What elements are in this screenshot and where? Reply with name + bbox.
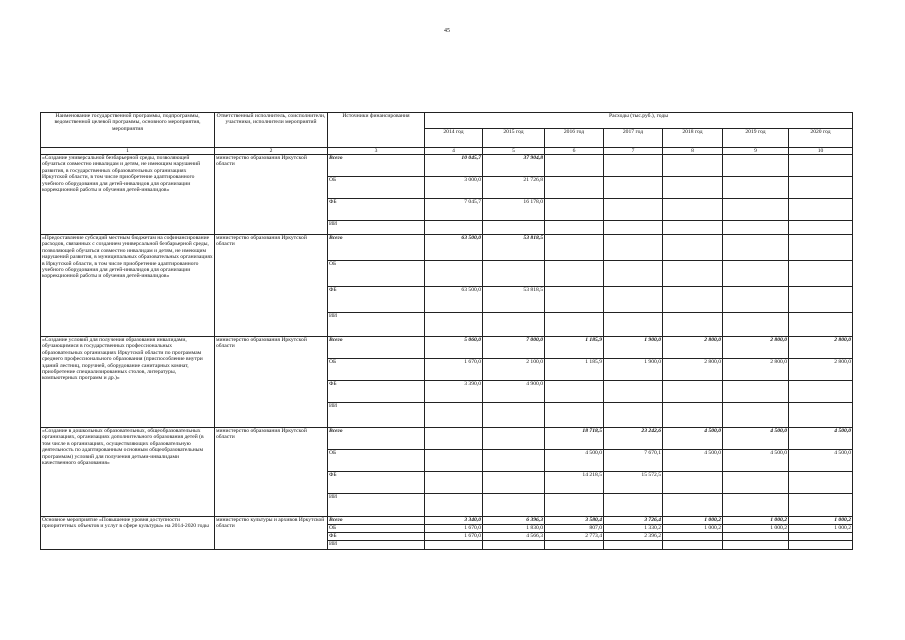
expense-value — [545, 403, 604, 428]
funding-source: ИИ — [328, 541, 425, 550]
expense-value — [545, 261, 604, 287]
header-year: 2019 год — [723, 129, 789, 148]
column-number: 6 — [545, 148, 604, 155]
expense-value: 2 800,0 — [723, 337, 789, 359]
funding-source: ИИ — [328, 494, 425, 517]
expense-value — [723, 261, 789, 287]
expense-value: 10 045,7 — [425, 155, 483, 177]
expense-value: 1 000,2 — [663, 525, 723, 533]
expense-value — [483, 450, 545, 472]
expense-value: 6 396,3 — [483, 517, 545, 525]
expense-value: 1 670,0 — [425, 525, 483, 533]
expense-value: 63 500,0 — [425, 287, 483, 313]
measure-executor: министерство образования Иркутской области — [215, 428, 328, 517]
expense-value — [789, 494, 853, 517]
expense-value — [604, 541, 663, 550]
expense-value: 2 800,0 — [663, 337, 723, 359]
funding-source: ОБ — [328, 359, 425, 381]
expense-value: 2 800,0 — [789, 359, 853, 381]
expense-value — [604, 313, 663, 337]
expense-value: 4 500,0 — [663, 428, 723, 450]
expense-value — [723, 533, 789, 541]
expense-value — [483, 541, 545, 550]
column-number: 7 — [604, 148, 663, 155]
header-year: 2015 год — [483, 129, 545, 148]
expense-value: 4 500,0 — [545, 450, 604, 472]
measure-executor: министерство образования Иркутской области — [215, 155, 328, 235]
expense-value: 3 726,4 — [604, 517, 663, 525]
expense-value — [789, 403, 853, 428]
expense-value: 14 218,5 — [545, 472, 604, 494]
table-row — [41, 428, 853, 450]
expense-value — [604, 221, 663, 235]
column-number: 9 — [723, 148, 789, 155]
expense-value — [483, 313, 545, 337]
expense-value: 53 818,5 — [483, 235, 545, 261]
expense-value: 7 000,0 — [483, 337, 545, 359]
expense-value — [604, 261, 663, 287]
expense-value — [789, 261, 853, 287]
expense-value: 1 000,2 — [723, 525, 789, 533]
expense-value — [425, 403, 483, 428]
expense-value: 4 500,0 — [723, 428, 789, 450]
header-source: Источники финансирования — [328, 113, 425, 148]
expense-value — [723, 381, 789, 403]
expense-value: 15 572,5 — [604, 472, 663, 494]
table-row — [41, 517, 853, 525]
funding-source: ФБ — [328, 472, 425, 494]
expense-value — [545, 235, 604, 261]
expense-value — [723, 313, 789, 337]
measure-executor: министерство образования Иркутской области — [215, 337, 328, 428]
expense-value — [663, 541, 723, 550]
expense-value — [483, 428, 545, 450]
funding-source: ФБ — [328, 381, 425, 403]
expense-value — [545, 541, 604, 550]
measure-name: «Создание универсальной безбарьерной среды, позволяющей обучаться совместно инвалидам и детям, не имеющим нарушений развития, в государственных образовательных организациях Иркутской области, в том числе приобретение адаптированного учебного оборудования для детей-инвалидов для организации коррекционной работы и обучения детей-инвалидов» — [41, 155, 215, 235]
column-number: 10 — [789, 148, 853, 155]
expense-value — [789, 541, 853, 550]
funding-source: ИИ — [328, 403, 425, 428]
expense-value: 1 000,2 — [789, 525, 853, 533]
header-year: 2014 год — [425, 129, 483, 148]
expense-value — [663, 155, 723, 177]
expense-value: 7 670,1 — [604, 450, 663, 472]
header-name: Наименование государственной программы, подпрограммы, ведомственной целевой программы, основного мероприятия, мероприятия — [41, 113, 215, 148]
expense-value — [425, 472, 483, 494]
funding-source: ФБ — [328, 199, 425, 221]
expense-value — [789, 235, 853, 261]
expense-value — [604, 235, 663, 261]
expense-value — [545, 381, 604, 403]
expense-value — [483, 261, 545, 287]
expense-value — [723, 403, 789, 428]
expense-value: 3 340,0 — [425, 517, 483, 525]
expense-value: 1 330,2 — [604, 525, 663, 533]
expense-value: 1 000,2 — [723, 517, 789, 525]
expense-value: 7 045,7 — [425, 199, 483, 221]
expense-value — [789, 313, 853, 337]
expense-value — [604, 155, 663, 177]
funding-source: ФБ — [328, 287, 425, 313]
expense-value — [425, 221, 483, 235]
expense-value — [663, 199, 723, 221]
expense-value — [663, 221, 723, 235]
funding-source: ФБ — [328, 533, 425, 541]
expense-value — [663, 287, 723, 313]
expense-value — [789, 177, 853, 199]
expense-value — [425, 313, 483, 337]
column-number: 2 — [215, 148, 328, 155]
expense-value — [663, 313, 723, 337]
expense-value — [789, 287, 853, 313]
expense-value — [545, 177, 604, 199]
header-year: 2020 год — [789, 129, 853, 148]
expense-value — [425, 494, 483, 517]
expense-value: 5 060,0 — [425, 337, 483, 359]
expense-value: 4 500,0 — [789, 450, 853, 472]
expense-value: 1 830,0 — [483, 525, 545, 533]
expense-value — [723, 235, 789, 261]
expense-value — [604, 381, 663, 403]
expense-value — [789, 155, 853, 177]
expense-value: 4 500,0 — [723, 450, 789, 472]
expense-value — [425, 261, 483, 287]
expense-value — [545, 494, 604, 517]
expense-value: 4 900,0 — [483, 381, 545, 403]
expense-value — [723, 199, 789, 221]
financing-table — [40, 112, 853, 550]
expense-value: 1 185,9 — [545, 359, 604, 381]
measure-name: «Создание в дошкольных образовательных, общеобразовательных организациях, организациях дополнительного образования детей (в том числе в организациях, осуществляющих образовательную деятельность по адаптированным основным общеобразовательным программам) условий для получения детьми-инвалидами качественного образования» — [41, 428, 215, 517]
expense-value — [545, 287, 604, 313]
funding-source: Всего — [328, 235, 425, 261]
expense-value — [663, 381, 723, 403]
expense-value — [789, 381, 853, 403]
expense-value: 37 904,8 — [483, 155, 545, 177]
expense-value — [723, 177, 789, 199]
expense-value — [483, 472, 545, 494]
funding-source: Всего — [328, 428, 425, 450]
expense-value — [483, 494, 545, 517]
funding-source: ОБ — [328, 450, 425, 472]
expense-value: 63 500,0 — [425, 235, 483, 261]
expense-value: 21 726,8 — [483, 177, 545, 199]
expense-value: 1 670,0 — [425, 533, 483, 541]
expense-value — [545, 199, 604, 221]
expense-value — [425, 428, 483, 450]
header-year: 2016 год — [545, 129, 604, 148]
expense-value: 1 000,2 — [663, 517, 723, 525]
expense-value: 2 100,0 — [483, 359, 545, 381]
expense-value — [425, 541, 483, 550]
column-number: 5 — [483, 148, 545, 155]
expense-value: 1 900,0 — [604, 337, 663, 359]
funding-source: ИИ — [328, 313, 425, 337]
table-row — [41, 155, 853, 177]
expense-value: 2 396,2 — [604, 533, 663, 541]
expense-value — [425, 450, 483, 472]
measure-executor: министерство образования Иркутской области — [215, 235, 328, 337]
expense-value — [663, 177, 723, 199]
column-number: 4 — [425, 148, 483, 155]
expense-value — [483, 221, 545, 235]
expense-value: 16 178,0 — [483, 199, 545, 221]
expense-value — [723, 221, 789, 235]
expense-value — [545, 313, 604, 337]
expense-value — [663, 235, 723, 261]
header-year: 2018 год — [663, 129, 723, 148]
header-expenses: Расходы (тыс.руб.), годы — [425, 113, 853, 129]
expense-value — [789, 472, 853, 494]
expense-value: 4 500,0 — [789, 428, 853, 450]
expense-value — [789, 533, 853, 541]
expense-value — [723, 494, 789, 517]
funding-source: ОБ — [328, 525, 425, 533]
expense-value: 1 670,0 — [425, 359, 483, 381]
expense-value: 53 818,5 — [483, 287, 545, 313]
expense-value: 2 800,0 — [723, 359, 789, 381]
measure-name: «Предоставление субсидий местным бюджетам на софинансирование расходов, связанных с созданием универсальной безбарьерной среды, позволяющей обучаться совместно инвалидам и детям, не имеющим нарушений развития, в муниципальных образовательных организациях в Иркутской области, в том числе приобретение адаптированного учебного оборудования для детей-инвалидов для организации коррекционной работы и обучения детей-инвалидов» — [41, 235, 215, 337]
expense-value — [723, 472, 789, 494]
funding-source: Всего — [328, 517, 425, 525]
expense-value: 18 718,5 — [545, 428, 604, 450]
expense-value — [663, 472, 723, 494]
expense-value — [545, 221, 604, 235]
header-year: 2017 год — [604, 129, 663, 148]
funding-source: Всего — [328, 155, 425, 177]
expense-value: 1 185,9 — [545, 337, 604, 359]
expense-value — [483, 403, 545, 428]
measure-executor: министерство культуры и архивов Иркутской области — [215, 517, 328, 550]
expense-value — [723, 541, 789, 550]
measure-name: «Создание условий для получения образования инвалидами, обучающимися в государственных профессиональных образовательных организациях Иркутской области по программам среднего профессионального образования (приспособление внутри зданий лестниц, поручней, оборудование санитарных комнат, приобретение специализированных столов, литературы, компьютерных программ и др.)» — [41, 337, 215, 428]
funding-source: ИИ — [328, 221, 425, 235]
expense-value: 2 800,0 — [789, 337, 853, 359]
funding-source: Всего — [328, 337, 425, 359]
expense-value — [604, 287, 663, 313]
expense-value — [663, 403, 723, 428]
expense-value — [604, 177, 663, 199]
column-number: 8 — [663, 148, 723, 155]
expense-value: 4 566,3 — [483, 533, 545, 541]
page-number: 45 — [444, 28, 450, 34]
expense-value: 3 390,0 — [425, 381, 483, 403]
expense-value: 1 000,2 — [789, 517, 853, 525]
column-number: 3 — [328, 148, 425, 155]
expense-value — [604, 494, 663, 517]
expense-value: 4 500,0 — [663, 450, 723, 472]
expense-value: 2 773,4 — [545, 533, 604, 541]
expense-value — [789, 199, 853, 221]
expense-value: 807,0 — [545, 525, 604, 533]
expense-value: 2 800,0 — [663, 359, 723, 381]
measure-name: Основное мероприятие «Повышение уровня доступности приоритетных объектов и услуг в сфере культуры» на 2014-2020 годы — [41, 517, 215, 550]
expense-value — [604, 199, 663, 221]
expense-value: 23 242,6 — [604, 428, 663, 450]
expense-value — [663, 261, 723, 287]
expense-value — [789, 221, 853, 235]
header-executor: Ответственный исполнитель, соисполнители, участники, исполнители мероприятий — [215, 113, 328, 148]
funding-source: ОБ — [328, 177, 425, 199]
expense-value — [663, 533, 723, 541]
expense-value: 3 580,4 — [545, 517, 604, 525]
table-body — [41, 155, 853, 550]
expense-value — [545, 155, 604, 177]
table-row — [41, 235, 853, 261]
expense-value — [663, 494, 723, 517]
expense-value — [723, 155, 789, 177]
expense-value: 3 000,0 — [425, 177, 483, 199]
expense-value — [723, 287, 789, 313]
expense-value: 1 900,0 — [604, 359, 663, 381]
expense-value — [604, 403, 663, 428]
table-row — [41, 337, 853, 359]
column-number: 1 — [41, 148, 215, 155]
funding-source: ОБ — [328, 261, 425, 287]
